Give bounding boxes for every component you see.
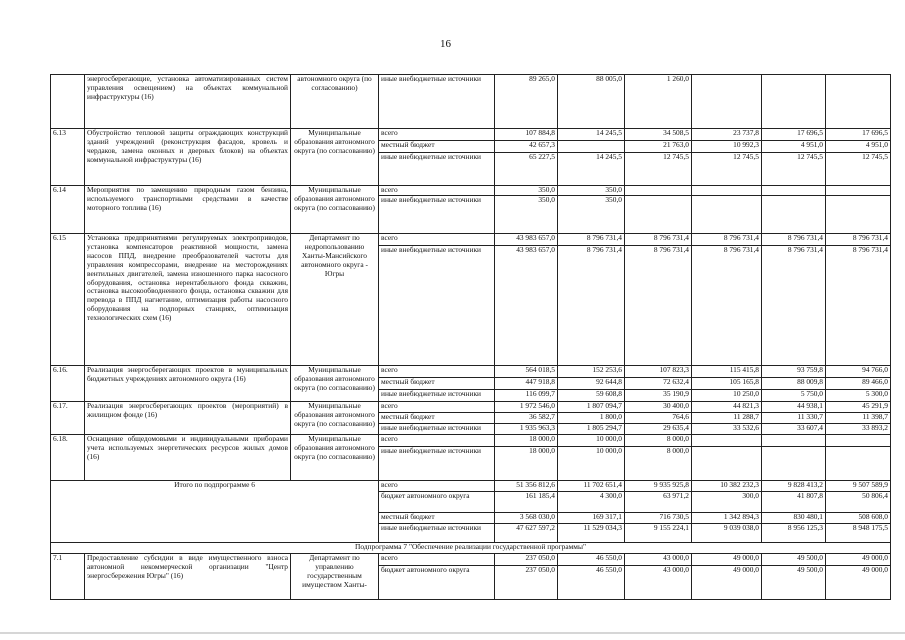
item-name: Реализация энергосберегающих проектов в муниципальных бюджетных учреждениях автономного округа (16) [85,366,291,402]
amount-cell: 43 983 657,0 [495,234,558,246]
funding-source: всего [379,234,495,246]
amount-cell: 18 000,0 [495,447,558,481]
total-label: Итого по подпрограмме 6 [51,481,379,543]
amount-cell: 35 190,9 [625,390,692,402]
item-number: 7.1 [51,554,85,600]
amount-cell: 33 607,4 [762,424,826,435]
funding-source: бюджет автономного округа [379,492,495,513]
subprogram-title: Подпрограмма 7 "Обеспечение реализации государственной программы" [51,543,891,554]
amount-cell: 9 155 224,1 [625,524,692,543]
item-name: Установка предпринятиями регулируемых электроприводов, установка компенсаторов реактивной мощности, замена насосов ППД, внедрение преобразователей частоты для управления компрессорами, внедрение на месторождениях вентильных двигателей, замена изношенного парка насосного оборудования, остановка нерентабельного фонда скважин, остановка высокообводненного фонда, остановка скважин для перевода в ППД нагнетание, оптимизация работы насосного оборудования на подпорных станциях, оптимизация технологических схем (16) [85,234,291,366]
amount-cell [826,186,891,196]
amount-cell: 17 696,5 [826,129,891,141]
funding-source: иные внебюджетные источники [379,524,495,543]
amount-cell: 44 938,1 [762,402,826,413]
amount-cell: 300,0 [692,492,762,513]
amount-cell [692,75,762,129]
funding-source: иные внебюджетные источники [379,424,495,435]
amount-cell: 830 480,1 [762,513,826,524]
amount-cell [692,196,762,234]
subprogram-title-row [51,543,891,554]
item-number: 6.13 [51,129,85,186]
funding-source: всего [379,402,495,413]
item-name: Оснащение общедомовыми и индивидуальными приборами учета используемых энергетических ресурсов жилых домов (16) [85,435,291,481]
item-number: 6.17. [51,402,85,435]
amount-cell: 8 948 175,5 [826,524,891,543]
amount-cell [762,75,826,129]
amount-cell [826,196,891,234]
amount-cell: 45 291,9 [826,402,891,413]
amount-cell: 49 000,0 [692,554,762,566]
scan-edge [0,632,905,634]
amount-cell: 21 763,0 [625,141,692,153]
amount-cell [558,141,625,153]
measure-row [51,186,891,196]
amount-cell: 8 000,0 [625,447,692,481]
amount-cell: 764,6 [625,413,692,424]
funding-source: всего [379,554,495,566]
amount-cell [762,186,826,196]
amount-cell: 1 342 894,3 [692,513,762,524]
amount-cell: 564 018,5 [495,366,558,378]
amount-cell [826,75,891,129]
amount-cell: 49 000,0 [692,566,762,600]
amount-cell: 508 608,0 [826,513,891,524]
amount-cell: 34 508,5 [625,129,692,141]
amount-cell: 47 627 597,2 [495,524,558,543]
amount-cell: 89 265,0 [495,75,558,129]
amount-cell: 42 657,3 [495,141,558,153]
amount-cell: 8 796 731,4 [692,234,762,246]
amount-cell: 237 050,0 [495,554,558,566]
amount-cell: 94 766,0 [826,366,891,378]
amount-cell: 12 745,5 [762,153,826,186]
funding-source: местный бюджет [379,413,495,424]
amount-cell: 4 951,0 [762,141,826,153]
amount-cell: 115 415,8 [692,366,762,378]
amount-cell: 8 956 125,3 [762,524,826,543]
amount-cell: 1 935 963,3 [495,424,558,435]
amount-cell [762,447,826,481]
amount-cell: 8 796 731,4 [692,246,762,366]
measure-row [51,402,891,413]
amount-cell: 50 806,4 [826,492,891,513]
item-name: Обустройство тепловой защиты ограждающих конструкций зданий учреждений (реконструкция фасадов, кровель и чердаков, замена оконных и дверных блоков) на объектах коммунальной инфраструктуры (16) [85,129,291,186]
amount-cell: 8 796 731,4 [558,246,625,366]
amount-cell: 12 745,5 [692,153,762,186]
amount-cell: 8 796 731,4 [558,234,625,246]
funding-source: иные внебюджетные источники [379,246,495,366]
measure-row [51,129,891,141]
amount-cell: 8 796 731,4 [762,246,826,366]
budget-table [50,74,891,600]
funding-source: местный бюджет [379,378,495,390]
page-number: 16 [440,38,451,50]
amount-cell: 63 971,2 [625,492,692,513]
amount-cell: 11 529 034,3 [558,524,625,543]
amount-cell: 14 245,5 [558,153,625,186]
funding-source: бюджет автономного округа [379,566,495,600]
funding-source: всего [379,129,495,141]
amount-cell: 46 550,0 [558,554,625,566]
amount-cell: 1 972 546,0 [495,402,558,413]
item-executor: Муниципальные образования автономного округа (по согласованию) [291,402,379,435]
amount-cell: 12 745,5 [625,153,692,186]
amount-cell [692,435,762,447]
amount-cell: 1 260,0 [625,75,692,129]
amount-cell: 11 702 651,4 [558,481,625,492]
amount-cell: 9 039 038,0 [692,524,762,543]
item-number: 6.15 [51,234,85,366]
amount-cell: 350,0 [558,186,625,196]
amount-cell: 9 935 925,8 [625,481,692,492]
amount-cell: 18 000,0 [495,435,558,447]
item-number [51,75,85,129]
amount-cell: 36 582,7 [495,413,558,424]
amount-cell [762,435,826,447]
amount-cell: 43 000,0 [625,566,692,600]
amount-cell: 8 796 731,4 [762,234,826,246]
funding-source: иные внебюджетные источники [379,447,495,481]
amount-cell: 8 796 731,4 [826,234,891,246]
amount-cell: 107 823,3 [625,366,692,378]
item-name: Мероприятия по замещению природным газом бензина, используемого транспортными средствами в качестве моторного топлива (16) [85,186,291,234]
amount-cell: 46 550,0 [558,566,625,600]
amount-cell: 169 317,1 [558,513,625,524]
amount-cell: 49 500,0 [762,566,826,600]
item-executor: Муниципальные образования автономного округа (по согласованию) [291,366,379,402]
amount-cell: 11 330,7 [762,413,826,424]
amount-cell: 23 737,8 [692,129,762,141]
funding-source: иные внебюджетные источники [379,196,495,234]
amount-cell [762,196,826,234]
amount-cell [692,186,762,196]
funding-source: иные внебюджетные источники [379,75,495,129]
item-executor: Муниципальные образования автономного округа (по согласованию) [291,129,379,186]
amount-cell: 72 632,4 [625,378,692,390]
amount-cell: 10 382 232,3 [692,481,762,492]
amount-cell: 88 009,8 [762,378,826,390]
amount-cell: 49 000,0 [826,554,891,566]
funding-source: местный бюджет [379,141,495,153]
funding-source: иные внебюджетные источники [379,390,495,402]
funding-source: местный бюджет [379,513,495,524]
amount-cell: 8 796 731,4 [625,246,692,366]
item-executor: Департамент по недропользованию Ханты-Мансийского автономного округа - Югры [291,234,379,366]
item-name: энергосберегающие, установка автоматизированных систем управления освещением) на объектах коммунальной инфраструктуры (16) [85,75,291,129]
amount-cell [826,435,891,447]
amount-cell: 152 253,6 [558,366,625,378]
measure-row [51,435,891,447]
item-name: Реализация энергосберегающих проектов (мероприятий) в жилищном фонде (16) [85,402,291,435]
amount-cell: 10 000,0 [558,447,625,481]
amount-cell: 49 500,0 [762,554,826,566]
amount-cell [625,186,692,196]
amount-cell: 33 532,6 [692,424,762,435]
amount-cell: 17 696,5 [762,129,826,141]
measure-row [51,234,891,246]
item-executor: Муниципальные образования автономного округа (по согласованию) [291,435,379,481]
amount-cell: 237 050,0 [495,566,558,600]
amount-cell: 93 759,8 [762,366,826,378]
amount-cell: 41 807,8 [762,492,826,513]
item-number: 6.14 [51,186,85,234]
amount-cell: 350,0 [558,196,625,234]
amount-cell: 1 800,0 [558,413,625,424]
table-body [51,75,891,600]
amount-cell: 447 918,8 [495,378,558,390]
amount-cell: 1 805 294,7 [558,424,625,435]
funding-source: всего [379,186,495,196]
amount-cell: 5 300,0 [826,390,891,402]
amount-cell: 44 821,3 [692,402,762,413]
amount-cell: 29 635,4 [625,424,692,435]
amount-cell: 59 608,8 [558,390,625,402]
funding-source: всего [379,435,495,447]
amount-cell: 92 644,8 [558,378,625,390]
amount-cell: 8 796 731,4 [826,246,891,366]
amount-cell: 3 568 030,0 [495,513,558,524]
amount-cell: 4 300,0 [558,492,625,513]
amount-cell: 9 828 413,2 [762,481,826,492]
item-executor: Департамент по управлению государственным имуществом Ханты- [291,554,379,600]
amount-cell: 5 750,0 [762,390,826,402]
amount-cell: 10 000,0 [558,435,625,447]
amount-cell: 14 245,5 [558,129,625,141]
amount-cell: 107 884,8 [495,129,558,141]
amount-cell [692,447,762,481]
amount-cell: 89 466,0 [826,378,891,390]
amount-cell: 4 951,0 [826,141,891,153]
funding-source: иные внебюджетные источники [379,153,495,186]
amount-cell [625,196,692,234]
total-row [51,481,891,492]
amount-cell: 161 185,4 [495,492,558,513]
item-number: 6.18. [51,435,85,481]
amount-cell: 1 807 094,7 [558,402,625,413]
amount-cell: 8 796 731,4 [625,234,692,246]
amount-cell: 49 000,0 [826,566,891,600]
item-executor: автономного округа (по согласованию) [291,75,379,129]
amount-cell: 11 288,7 [692,413,762,424]
amount-cell: 116 099,7 [495,390,558,402]
amount-cell [826,447,891,481]
amount-cell: 105 165,8 [692,378,762,390]
amount-cell: 350,0 [495,186,558,196]
measure-row [51,554,891,566]
amount-cell: 10 992,3 [692,141,762,153]
amount-cell: 43 983 657,0 [495,246,558,366]
item-number: 6.16. [51,366,85,402]
amount-cell: 51 356 812,6 [495,481,558,492]
amount-cell: 88 005,0 [558,75,625,129]
item-executor: Муниципальные образования автономного округа (по согласованию) [291,186,379,234]
amount-cell: 11 398,7 [826,413,891,424]
funding-source: всего [379,481,495,492]
amount-cell: 12 745,5 [826,153,891,186]
measure-row [51,75,891,129]
amount-cell: 350,0 [495,196,558,234]
amount-cell: 33 893,2 [826,424,891,435]
amount-cell: 65 227,5 [495,153,558,186]
funding-source: всего [379,366,495,378]
item-name: Предоставление субсидии в виде имущественного взноса автономной некоммерческой организации "Центр энергосбережения Югры" (16) [85,554,291,600]
amount-cell: 10 250,0 [692,390,762,402]
amount-cell: 716 730,5 [625,513,692,524]
amount-cell: 9 507 589,9 [826,481,891,492]
amount-cell: 8 000,0 [625,435,692,447]
amount-cell: 30 400,0 [625,402,692,413]
amount-cell: 43 000,0 [625,554,692,566]
measure-row [51,366,891,378]
